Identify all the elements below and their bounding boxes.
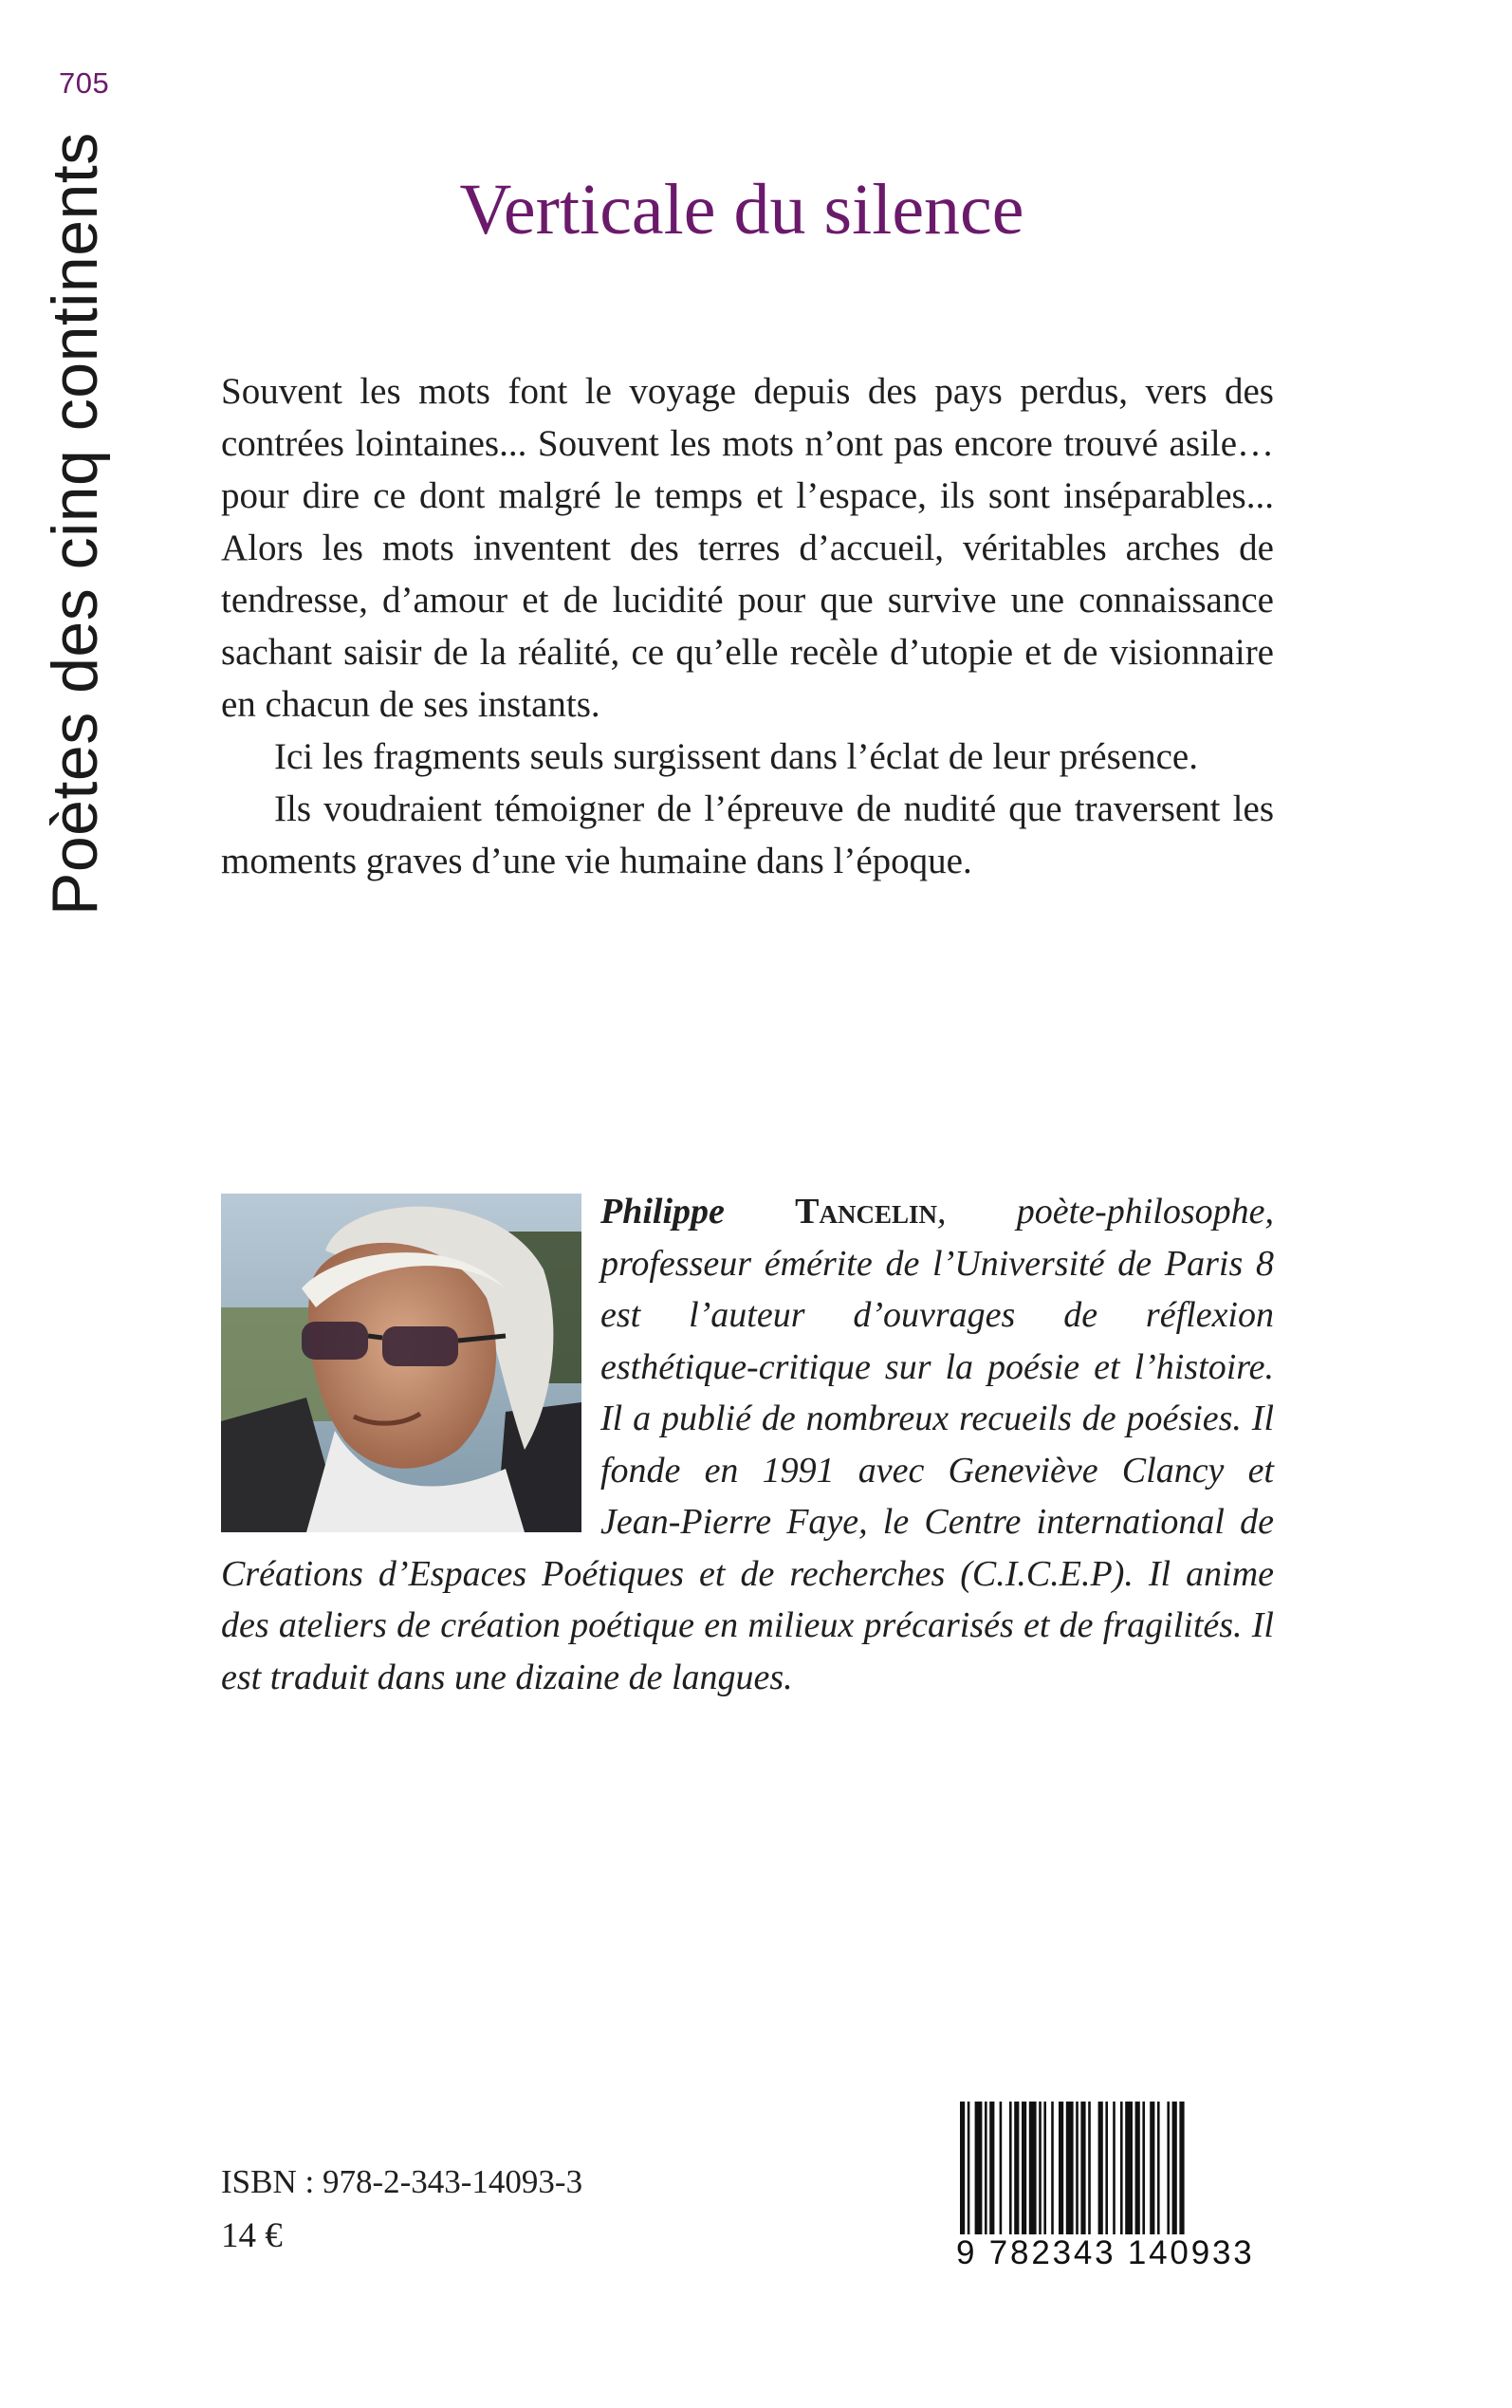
- barcode-bar: [1150, 2102, 1154, 2244]
- barcode-bar: [1125, 2102, 1133, 2244]
- barcode-bar: [1088, 2102, 1091, 2244]
- author-bio-text: , poète-philosophe, professeur émérite de l’Université de Paris 8 est l’auteur d’ouvrages de réflexion esthétique-critique sur la poésie et l’histoire. Il a publié de nombreux recueils de poésies. Il fonde en 1991 avec Geneviève Clancy et Jean-Pierre Faye, le Centre international de Créations d’Espaces Poétiques et de recherches (C.I.C.E.P). Il anime des ateliers de création poétique en milieux précarisés et de fragilités. Il est traduit dans une dizaine de langues.: [221, 1192, 1275, 1697]
- blurb-paragraph: Ils voudraient témoigner de l’épreuve de nudité que traversent les moments graves d’une vie humaine dans l’époque.: [221, 788, 1274, 881]
- author-first-name: Philippe: [600, 1192, 725, 1232]
- blurb-paragraph: Souvent les mots font le voyage depuis des pays perdus, vers des contrées lointaines... Souvent les mots n’ont pas encore trouvé asile… pour dire ce dont malgré le temps et l’espace, ils sont inséparables... Alors les mots inventent des terres d’accueil, véritables arches de tendresse, d’amour et de lucidité pour que survive une connaissance sachant saisir de la réalité, ce qu’elle recèle d’utopie et de visionnaire en chacun de ses instants.: [221, 371, 1274, 725]
- barcode-bar: [1080, 2102, 1085, 2244]
- barcode-bar: [1098, 2102, 1103, 2244]
- barcode-bar: [985, 2102, 987, 2244]
- barcode-bar: [1022, 2102, 1026, 2244]
- isbn: ISBN : 978-2-343-14093-3: [221, 2163, 583, 2200]
- series-name: Poètes des cinq continents: [39, 132, 111, 916]
- barcode-bar: [1113, 2102, 1116, 2244]
- barcode-bar: [1120, 2102, 1123, 2244]
- series-number: 705: [59, 66, 110, 100]
- author-bio: [221, 1186, 1274, 1703]
- back-cover-blurb: [221, 365, 1274, 887]
- barcode-bar: [975, 2102, 983, 2244]
- barcode-bar: [1105, 2102, 1108, 2244]
- barcode-bar: [1029, 2102, 1037, 2244]
- barcode-bar: [1009, 2102, 1012, 2244]
- barcode-bar: [989, 2102, 994, 2244]
- barcode-bar: [1043, 2102, 1046, 2244]
- blurb-paragraph: Ici les fragments seuls surgissent dans l’éclat de leur présence.: [274, 736, 1198, 777]
- barcode-bar: [1167, 2102, 1170, 2244]
- barcode-digits: 9 782343 140933: [956, 2234, 1269, 2272]
- barcode-bar: [1157, 2102, 1160, 2244]
- book-title: Verticale du silence: [459, 170, 1024, 250]
- barcode-bar: [1014, 2102, 1019, 2244]
- barcode-bar: [1039, 2102, 1042, 2244]
- photo-spacer: [221, 1186, 600, 1528]
- barcode-bar: [1051, 2102, 1054, 2244]
- barcode-bar: [1172, 2102, 1177, 2244]
- barcode-bar: [1000, 2102, 1003, 2244]
- barcode-bar: [1135, 2102, 1140, 2244]
- barcode-bar: [1066, 2102, 1074, 2244]
- barcode-bar: [1076, 2102, 1079, 2244]
- author-surname: Tancelin: [795, 1192, 938, 1232]
- barcode-bar: [1059, 2102, 1063, 2244]
- barcode-bar: [1142, 2102, 1145, 2244]
- price: 14 €: [221, 2216, 283, 2255]
